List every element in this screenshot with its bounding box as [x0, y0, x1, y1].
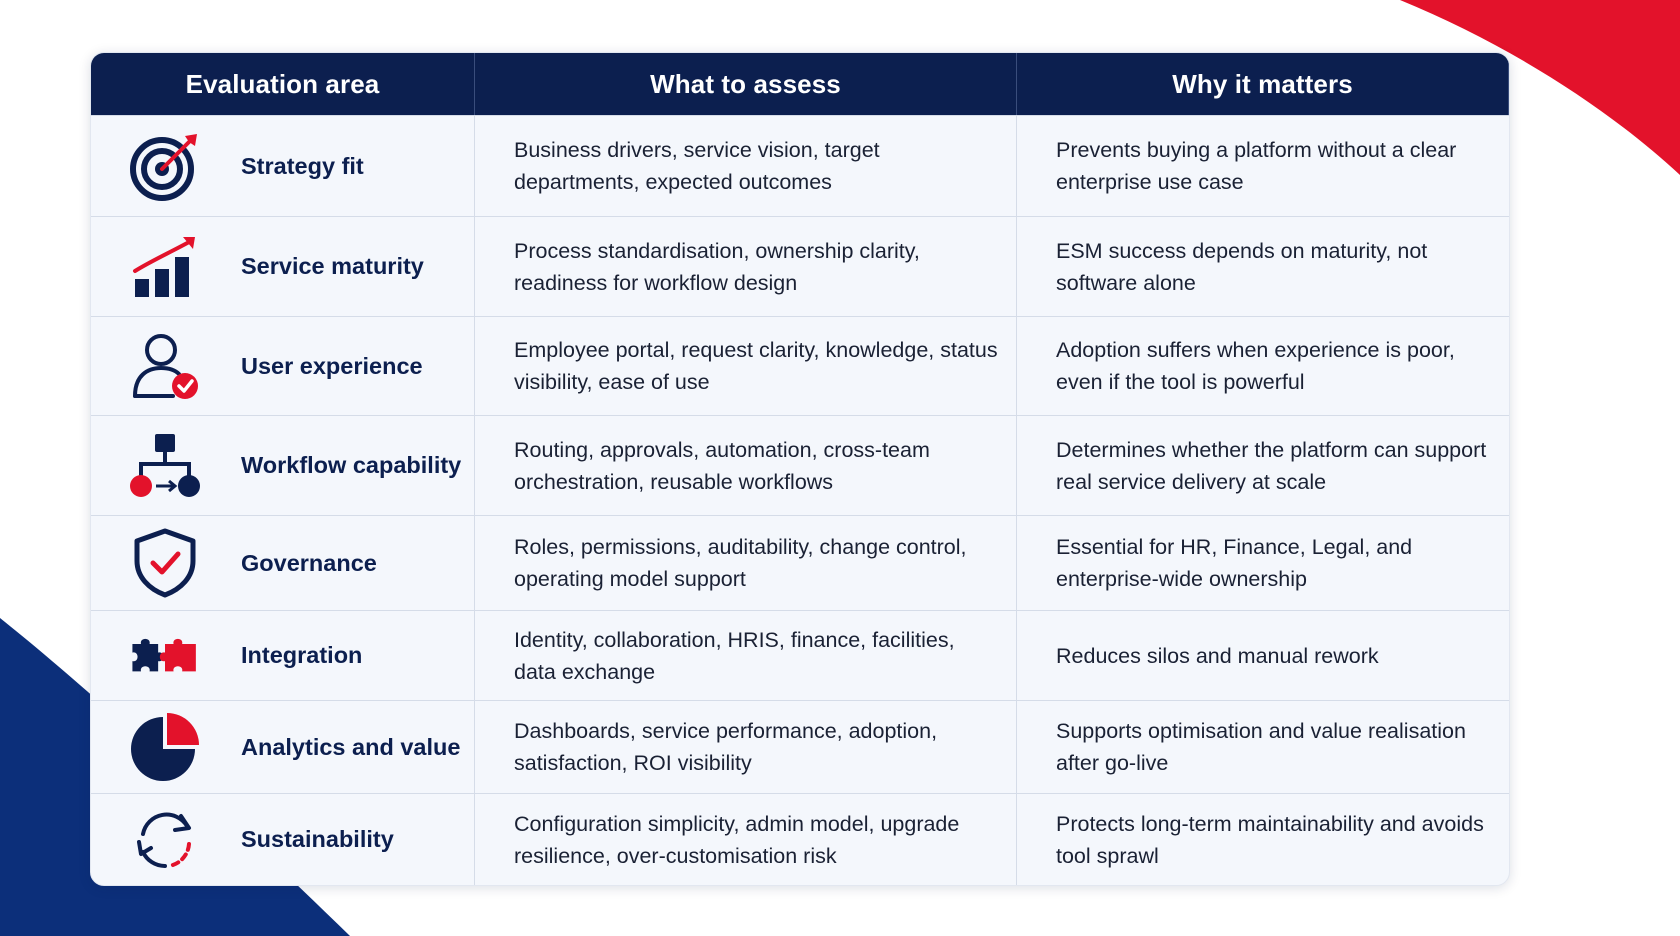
pie-chart-icon	[129, 711, 201, 783]
why-cell	[1017, 700, 1509, 793]
why-cell	[1017, 316, 1509, 415]
header-what-to-assess: What to assess	[475, 53, 1017, 115]
assess-text: Identity, collaboration, HRIS, finance, facilities, data exchange	[514, 627, 955, 684]
area-label: Sustainability	[241, 826, 394, 852]
why-cell	[1017, 610, 1509, 700]
assess-text: Routing, approvals, automation, cross-team orchestration, reusable workflows	[514, 437, 930, 494]
why-cell	[1017, 115, 1509, 216]
why-text: Supports optimisation and value realisation after go-live	[1056, 719, 1466, 775]
area-label: Integration	[241, 642, 363, 668]
shield-check-icon	[129, 527, 201, 599]
why-text: Essential for HR, Finance, Legal, and enterprise-wide ownership	[1056, 535, 1413, 591]
header-why-it-matters: Why it matters	[1017, 53, 1509, 115]
why-cell	[1017, 515, 1509, 610]
why-text: Reduces silos and manual rework	[1056, 643, 1379, 668]
table-row	[91, 700, 475, 793]
table-row	[91, 515, 475, 610]
assess-cell	[475, 216, 1017, 316]
table-row	[91, 793, 475, 885]
area-label: Governance	[241, 549, 377, 576]
table-row	[91, 115, 475, 216]
why-text: Adoption suffers when experience is poor, even if the tool is powerful	[1056, 338, 1455, 394]
assess-cell	[475, 700, 1017, 793]
area-label: Service maturity	[241, 253, 424, 279]
assess-cell	[475, 793, 1017, 885]
why-text: Determines whether the platform can support real service delivery at scale	[1056, 437, 1487, 494]
area-label: Strategy fit	[241, 152, 364, 179]
assess-text: Roles, permissions, auditability, change control, operating model support	[514, 535, 967, 591]
why-cell	[1017, 415, 1509, 515]
why-cell	[1017, 793, 1509, 885]
assess-text: Business drivers, service vision, target departments, expected outcomes	[514, 138, 880, 194]
assess-cell	[475, 115, 1017, 216]
area-label: Workflow capability	[241, 452, 462, 478]
puzzle-icon	[129, 620, 201, 692]
assess-cell	[475, 515, 1017, 610]
assess-text: Process standardisation, ownership clarity, readiness for workflow design	[514, 238, 920, 295]
cycle-arrows-icon	[129, 804, 201, 876]
why-cell	[1017, 216, 1509, 316]
assess-cell	[475, 316, 1017, 415]
assess-cell	[475, 415, 1017, 515]
growth-chart-icon	[129, 231, 201, 303]
why-text: Prevents buying a platform without a clear enterprise use case	[1056, 138, 1457, 194]
evaluation-table	[90, 52, 1510, 886]
table-row	[91, 216, 475, 316]
target-icon	[129, 130, 201, 202]
table-row	[91, 415, 475, 515]
user-check-icon	[129, 330, 201, 402]
header-evaluation-area: Evaluation area	[91, 53, 475, 115]
assess-text: Employee portal, request clarity, knowledge, status visibility, ease of use	[514, 338, 998, 394]
area-label: Analytics and value	[241, 733, 461, 760]
assess-cell	[475, 610, 1017, 700]
area-label: User experience	[241, 352, 423, 379]
assess-text: Dashboards, service performance, adoption, satisfaction, ROI visibility	[514, 719, 938, 775]
why-text: ESM success depends on maturity, not software alone	[1056, 238, 1428, 295]
assess-text: Configuration simplicity, admin model, upgrade resilience, over-customisation risk	[514, 811, 960, 868]
table-row	[91, 610, 475, 700]
why-text: Protects long-term maintainability and avoids tool sprawl	[1056, 811, 1484, 868]
workflow-icon	[129, 430, 201, 502]
table-row	[91, 316, 475, 415]
